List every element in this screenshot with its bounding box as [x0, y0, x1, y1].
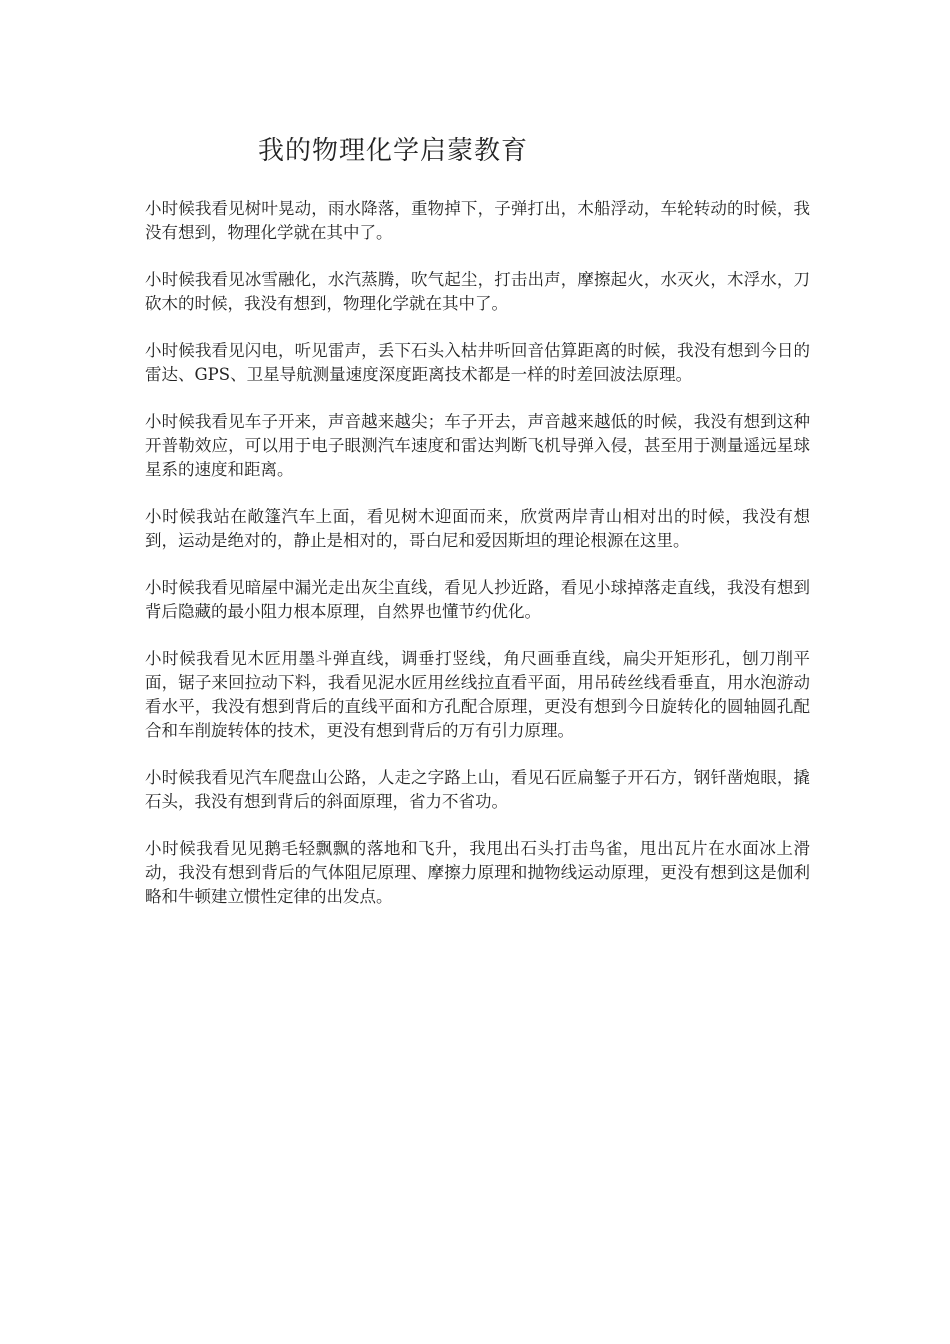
- paragraph: 小时候我看见车子开来，声音越来越尖；车子开去，声音越来越低的时候，我没有想到这种开普勒效应，可以用于电子眼测汽车速度和雷达判断飞机导弹入侵，甚至用于测量遥远星球星系的速度和距离。: [145, 412, 810, 479]
- paragraph: 小时候我看见见鹅毛轻飘飘的落地和飞升，我甩出石头打击鸟雀，甩出瓦片在水面冰上滑动，我没有想到背后的气体阻尼原理、摩擦力原理和抛物线运动原理，更没有想到这是伽利略和牛顿建立惯性定律的出发点。: [145, 839, 810, 906]
- document-title: 我的物理化学启蒙教育: [258, 136, 529, 166]
- paragraph: 小时候我站在敞篷汽车上面，看见树木迎面而来，欣赏两岸青山相对出的时候，我没有想到，运动是绝对的，静止是相对的，哥白尼和爱因斯坦的理论根源在这里。: [145, 507, 810, 550]
- paragraph: 小时候我看见树叶晃动，雨水降落，重物掉下，子弹打出，木船浮动，车轮转动的时候，我没有想到，物理化学就在其中了。: [145, 199, 810, 242]
- paragraph: 小时候我看见木匠用墨斗弹直线，调垂打竖线，角尺画垂直线，扁尖开矩形孔，刨刀削平面，锯子来回拉动下料，我看见泥水匠用丝线拉直看平面，用吊砖丝线看垂直，用水泡游动看水平，我没有想到背后的直线平面和方孔配合原理，更没有想到今日旋转化的圆轴圆孔配合和车削旋转体的技术，更没有想到背后的万有引力原理。: [145, 649, 810, 740]
- paragraph: 小时候我看见暗屋中漏光走出灰尘直线，看见人抄近路，看见小球掉落走直线，我没有想到背后隐藏的最小阻力根本原理，自然界也懂节约优化。: [145, 578, 810, 621]
- paragraph: 小时候我看见汽车爬盘山公路，人走之字路上山，看见石匠扁錾子开石方，钢钎凿炮眼，撬石头，我没有想到背后的斜面原理，省力不省功。: [145, 768, 810, 811]
- document-body: [145, 197, 810, 932]
- paragraph: 小时候我看见冰雪融化，水汽蒸腾，吹气起尘，打击出声，摩擦起火，水灭火，木浮水，刀砍木的时候，我没有想到，物理化学就在其中了。: [145, 270, 810, 313]
- paragraph: 小时候我看见闪电，听见雷声，丢下石头入枯井听回音估算距离的时候，我没有想到今日的雷达、GPS、卫星导航测量速度深度距离技术都是一样的时差回波法原理。: [145, 341, 810, 384]
